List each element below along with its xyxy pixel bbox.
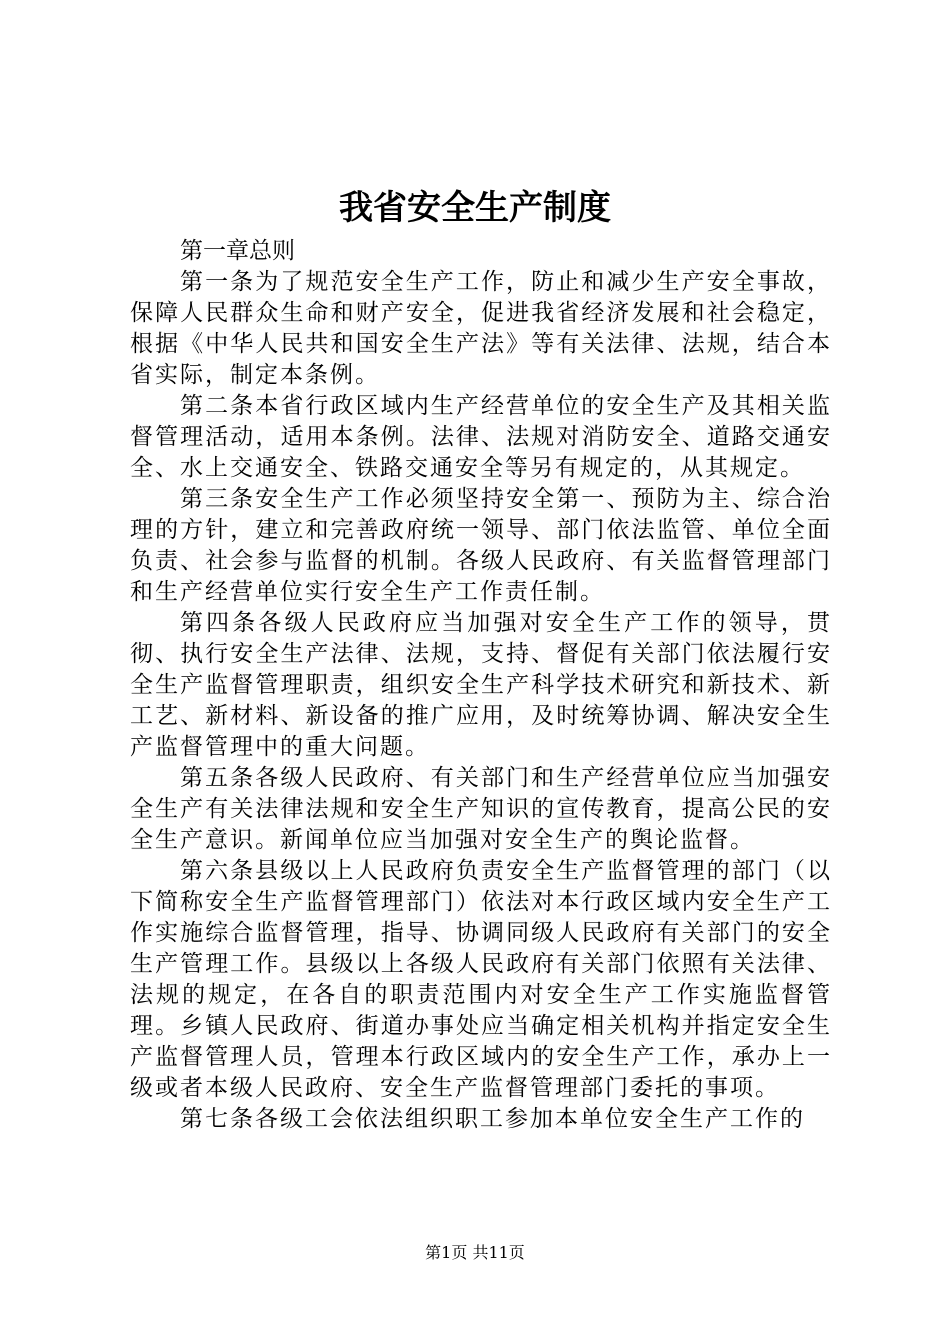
article-paragraph-5: 第五条各级人民政府、有关部门和生产经营单位应当加强安全生产有关法律法规和安全生产知识的宣传教育，提高公民的安全生产意识。新闻单位应当加强对安全生产的舆论监督。 [130, 765, 832, 853]
article-paragraph-1: 第一条为了规范安全生产工作，防止和减少生产安全事故，保障人民群众生命和财产安全，促进我省经济发展和社会稳定，根据《中华人民共和国安全生产法》等有关法律、法规，结合本省实际，制定本条例。 [130, 269, 832, 388]
document-title: 我省安全生产制度 [339, 188, 611, 228]
article-paragraph-6: 第六条县级以上人民政府负责安全生产监督管理的部门（以下简称安全生产监督管理部门）依法对本行政区域内安全生产工作实施综合监督管理，指导、协调同级人民政府有关部门的安全生产管理工作。县级以上各级人民政府有关部门依照有关法律、法规的规定，在各自的职责范围内对安全生产工作实施监督管理。乡镇人民政府、街道办事处应当确定相关机构并指定安全生产监督管理人员，管理本行政区域内的安全生产工作，承办上一级或者本级人民政府、安全生产监督管理部门委托的事项。 [130, 858, 832, 1101]
article-paragraph-3: 第三条安全生产工作必须坚持安全第一、预防为主、综合治理的方针，建立和完善政府统一领导、部门依法监管、单位全面负责、社会参与监督的机制。各级人民政府、有关监督管理部门和生产经营单位实行安全生产工作责任制。 [130, 486, 832, 605]
article-paragraph-7: 第七条各级工会依法组织职工参加本单位安全生产工作的 [180, 1106, 805, 1132]
article-paragraph-4: 第四条各级人民政府应当加强对安全生产工作的领导，贯彻、执行安全生产法律、法规，支持、督促有关部门依法履行安全生产监督管理职责，组织安全生产科学技术研究和新技术、新工艺、新材料、新设备的推广应用，及时统筹协调、解决安全生产监督管理中的重大问题。 [130, 610, 832, 760]
page-number-footer: 第1页 共11页 [425, 1243, 525, 1262]
article-paragraph-2: 第二条本省行政区域内生产经营单位的安全生产及其相关监督管理活动，适用本条例。法律、法规对消防安全、道路交通安全、水上交通安全、铁路交通安全等另有规定的，从其规定。 [130, 393, 832, 481]
chapter-heading: 第一章总则 [180, 238, 295, 264]
document-body [130, 236, 832, 1135]
